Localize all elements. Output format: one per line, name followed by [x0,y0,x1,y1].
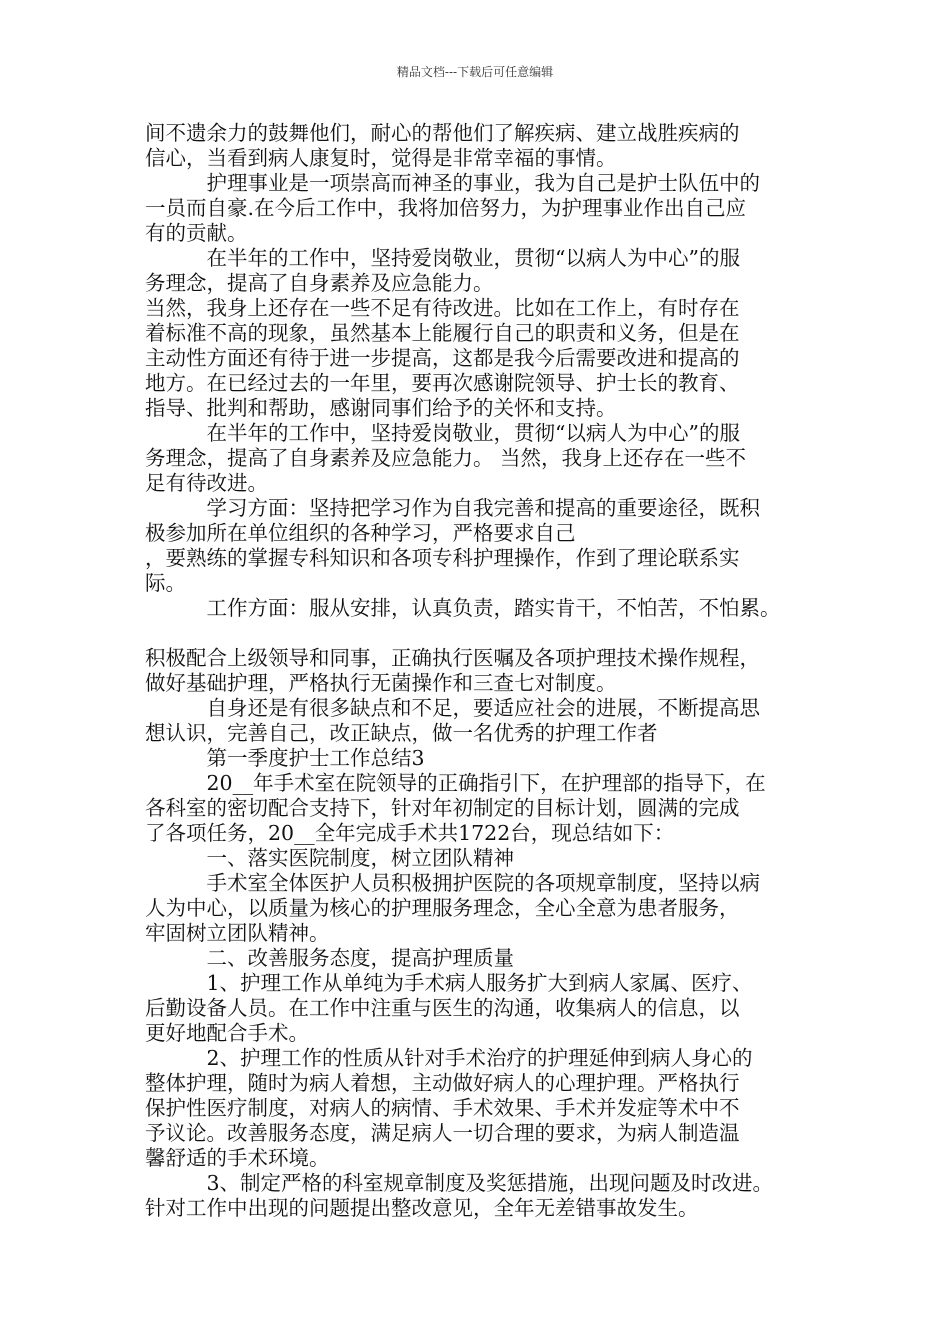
paragraph-line: 予议论。改善服务态度，满足病人一切合理的要求，为病人制造温 [145,1121,740,1145]
paragraph-line: 在半年的工作中，坚持爱岗敬业，贯彻“以病人为中心”的服 [145,246,740,270]
paragraph-line: 2、护理工作的性质从针对手术治疗的护理延伸到病人身心的 [145,1046,753,1070]
paragraph-line: 馨舒适的手术环境。 [145,1146,330,1170]
paragraph-line: 想认识，完善自己，改正缺点，做一名优秀的护理工作者 [145,721,658,745]
paragraph-line: 人为中心，以质量为核心的护理服务理念，全心全意为患者服务， [145,896,740,920]
paragraph-line: 间不遗余力的鼓舞他们，耐心的帮他们了解疾病、建立战胜疾病的 [145,121,740,145]
paragraph-line: 极参加所在单位组织的各种学习，严格要求自己 [145,521,576,545]
paragraph-line: 第一季度护士工作总结3 [145,746,425,770]
paragraph-line: 指导、批判和帮助，感谢同事们给予的关怀和支持。 [145,396,617,420]
paragraph-line: 务理念，提高了自身素养及应急能力。 当然，我身上还存在一些不 [145,446,747,470]
paragraph-line: 20__年手术室在院领导的正确指引下，在护理部的指导下，在 [145,771,766,795]
paragraph-line: 有的贡献。 [145,221,248,245]
paragraph-line: 后勤设备人员。在工作中注重与医生的沟通，收集病人的信息，以 [145,996,740,1020]
paragraph-line: 更好地配合手术。 [145,1021,309,1045]
paragraph-line: 牢固树立团队精神。 [145,921,330,945]
paragraph-line: 地方。在已经过去的一年里，要再次感谢院领导、护士长的教育、 [145,371,740,395]
paragraph-line: 主动性方面还有待于进一步提高，这都是我今后需要改进和提高的 [145,346,740,370]
paragraph-line: 一、落实医院制度，树立团队精神 [145,846,514,870]
paragraph-line: 手术室全体医护人员积极拥护医院的各项规章制度，坚持以病 [145,871,760,895]
paragraph-line: 针对工作中出现的问题提出整改意见，全年无差错事故发生。 [145,1196,699,1220]
paragraph-line: 积极配合上级领导和同事，正确执行医嘱及各项护理技术操作规程， [145,646,760,670]
paragraph-line: 3、制定严格的科室规章制度及奖惩措施，出现问题及时改进。 [145,1171,774,1195]
paragraph-line: 保护性医疗制度，对病人的病情、手术效果、手术并发症等术中不 [145,1096,740,1120]
paragraph-line: 整体护理，随时为病人着想，主动做好病人的心理护理。严格执行 [145,1071,740,1095]
paragraph-line: 在半年的工作中，坚持爱岗敬业，贯彻“以病人为中心”的服 [145,421,740,445]
paragraph-line: 信心，当看到病人康复时，觉得是非常幸福的事情。 [145,146,617,170]
paragraph-line: 自身还是有很多缺点和不足，要适应社会的进展，不断提高思 [145,696,760,720]
paragraph-line: 一员而自豪.在今后工作中，我将加倍努力，为护理事业作出自己应 [145,196,747,220]
paragraph-line: 着标准不高的现象，虽然基本上能履行自己的职责和义务，但是在 [145,321,740,345]
paragraph-line: 二、改善服务态度，提高护理质量 [145,946,514,970]
document-header: 精品文档---下载后可任意编辑 [396,65,554,79]
paragraph-line: 工作方面：服从安排，认真负责，踏实肯干，不怕苦，不怕累。 [145,596,781,620]
paragraph-line: 学习方面：坚持把学习作为自我完善和提高的重要途径，既积 [145,496,760,520]
paragraph-line: 足有待改进。 [145,471,268,495]
paragraph-line [145,621,825,646]
document-body [145,121,825,1221]
paragraph-line: 1、护理工作从单纯为手术病人服务扩大到病人家属、医疗、 [145,971,753,995]
paragraph-line: 当然，我身上还存在一些不足有待改进。比如在工作上，有时存在 [145,296,740,320]
paragraph-line: 了各项任务，20__全年完成手术共1722台，现总结如下： [145,821,675,845]
paragraph-line: ，要熟练的掌握专科知识和各项专科护理操作，作到了理论联系实 [145,546,740,570]
paragraph-line: 护理事业是一项崇高而神圣的事业，我为自己是护士队伍中的 [145,171,760,195]
paragraph-line: 际。 [145,571,186,595]
paragraph-line: 务理念，提高了自身素养及应急能力。 [145,271,494,295]
paragraph-line: 做好基础护理，严格执行无菌操作和三查七对制度。 [145,671,617,695]
paragraph-line: 各科室的密切配合支持下，针对年初制定的目标计划，圆满的完成 [145,796,740,820]
